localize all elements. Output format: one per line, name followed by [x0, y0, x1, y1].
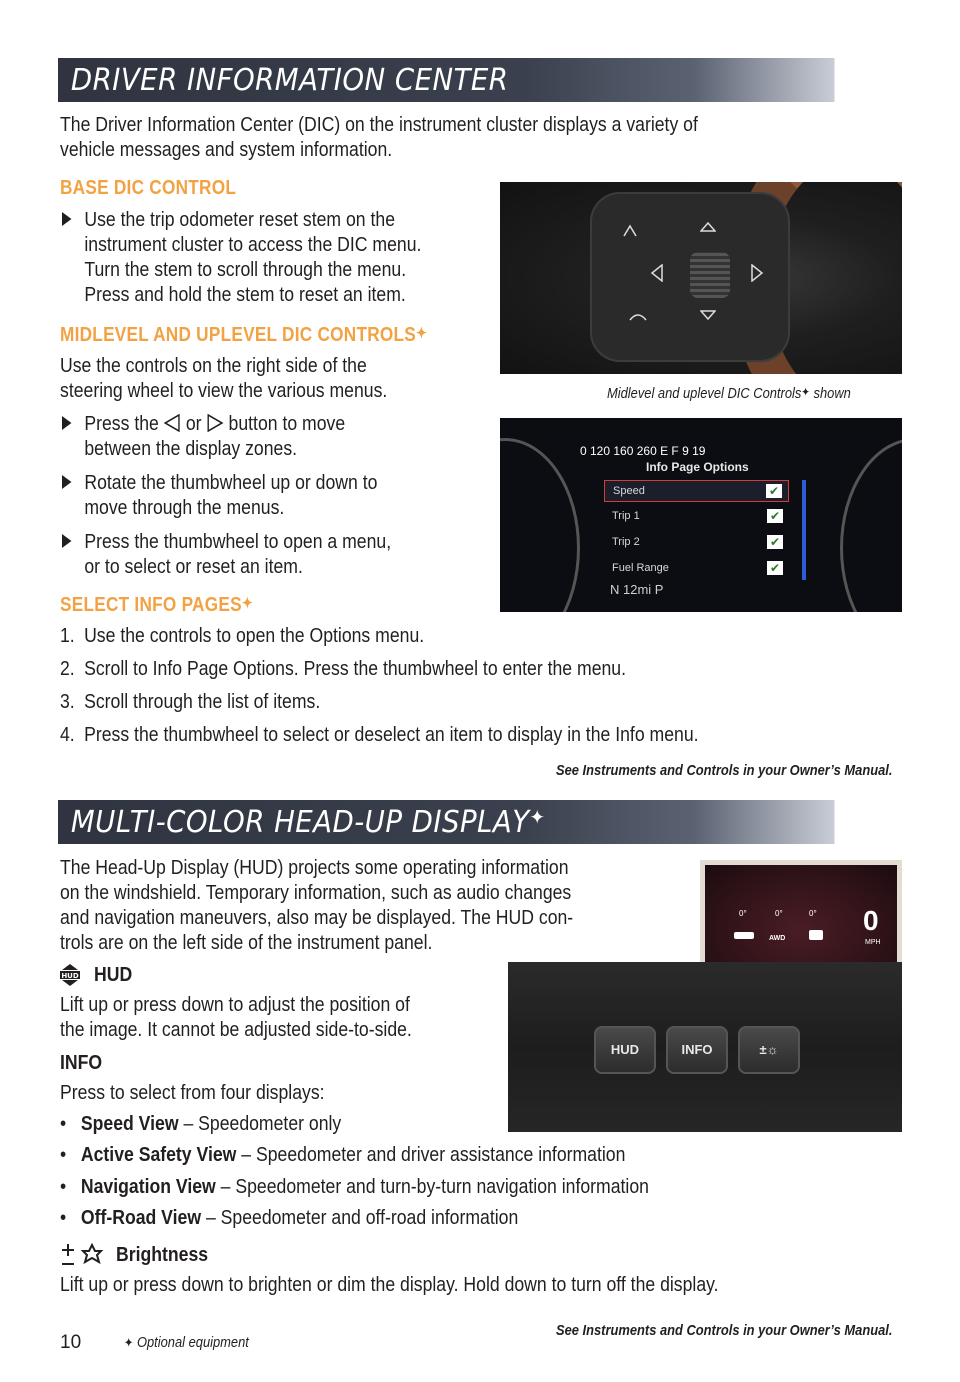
base-bullet-line: Press and hold the stem to reset an item.	[84, 283, 406, 306]
right-gauge	[840, 438, 902, 612]
brightness-button: ±☼	[738, 1026, 800, 1074]
hud-manual-reference: See Instruments and Controls in your Owner’s Manual.	[556, 1322, 893, 1339]
hud-icon	[60, 964, 80, 986]
hud-control-panel-photo	[508, 962, 902, 1132]
left-gauge	[500, 438, 580, 612]
midlevel-bullet-1: Press the or button to move between the display zones.	[62, 411, 475, 461]
dic-intro-line-1: The Driver Information Center (DIC) on the instrument cluster displays a variety of	[60, 113, 698, 136]
hud-speed-unit: MPH	[865, 939, 881, 946]
info-button: INFO	[666, 1026, 728, 1074]
optional-star-icon: ✦	[416, 325, 428, 342]
left-arrow-icon	[164, 414, 181, 432]
optional-star-icon: ✦	[801, 385, 810, 399]
hud-view-item: • Off-Road View – Speedometer and off-road information	[60, 1206, 519, 1229]
thumbwheel	[690, 252, 730, 298]
up-arrow-icon	[700, 222, 716, 232]
brightness-heading: Brightness	[116, 1243, 209, 1266]
optional-star-icon: ✦	[529, 805, 546, 829]
dic-controls-caption: Midlevel and uplevel DIC Controls✦ shown	[607, 385, 851, 402]
cluster-menu-item: Fuel Range ✔	[604, 558, 789, 580]
bullet-arrow-icon	[62, 212, 71, 226]
roll-vehicle-icon	[805, 929, 827, 941]
base-bullet-line: instrument cluster to access the DIC menu.	[84, 233, 422, 256]
dic-banner-title: DRIVER INFORMATION CENTER	[70, 63, 509, 98]
base-dic-bullet	[62, 207, 475, 307]
hud-speed: 0	[863, 905, 879, 936]
check-icon: ✔	[767, 535, 783, 549]
end-call-icon	[628, 310, 648, 324]
hud-view-item: • Speed View – Speedometer only	[60, 1112, 342, 1135]
cluster-menu-item: Trip 2 ✔	[604, 532, 789, 554]
down-arrow-icon	[700, 310, 716, 320]
left-arrow-icon	[650, 264, 664, 282]
dic-section-banner	[58, 58, 834, 102]
optional-star-icon: ✦	[124, 1335, 134, 1350]
cluster-menu-title: Info Page Options	[646, 460, 749, 474]
right-arrow-icon	[206, 414, 223, 432]
check-icon: ✔	[767, 509, 783, 523]
hud-view-item: • Navigation View – Speedometer and turn-by-turn navigation information	[60, 1175, 649, 1198]
hud-banner-title: MULTI-COLOR HEAD-UP DISPLAY	[70, 805, 530, 840]
page-number: 10	[60, 1332, 82, 1353]
brightness-icon	[60, 1242, 106, 1268]
cluster-menu-item: Trip 1 ✔	[604, 506, 789, 528]
bullet-arrow-icon	[62, 475, 71, 489]
check-icon: ✔	[767, 561, 783, 575]
instrument-cluster-photo	[500, 418, 902, 612]
midlevel-dic-body: Use the controls on the right side of the steering wheel to view the various menus.	[60, 354, 388, 402]
hud-view-item: • Active Safety View – Speedometer and driver assistance information	[60, 1143, 626, 1166]
cluster-scroll-bar	[802, 480, 806, 580]
optional-equipment-legend: ✦ Optional equipment	[124, 1334, 249, 1351]
brightness-body: Lift up or press down to brighten or dim the display. Hold down to turn off the display.	[60, 1273, 719, 1296]
cluster-menu-item: Speed ✔	[604, 480, 789, 502]
hud-button: HUD	[594, 1026, 656, 1074]
cluster-top-readout: 0 120 160 260 E F 9 19	[580, 444, 706, 458]
pitch-vehicle-icon	[733, 929, 755, 941]
bullet-arrow-icon	[62, 416, 71, 430]
base-dic-heading: BASE DIC CONTROL	[60, 177, 237, 199]
midlevel-bullet-2: Rotate the thumbwheel up or down to move through the menus.	[62, 470, 475, 520]
dic-intro	[60, 112, 698, 162]
hud-intro: The Head-Up Display (HUD) projects some operating information on the windshield. Temporary information, such as audio changes and navigation maneuvers, also may be displayed. The HUD con- trols are on the left side of the instrument panel.	[60, 856, 574, 954]
check-icon: ✔	[766, 484, 782, 498]
select-info-pages-heading: SELECT INFO PAGES✦	[60, 594, 253, 616]
steering-wheel-controls-photo	[500, 182, 902, 374]
hud-control-heading: HUD	[94, 963, 133, 986]
cluster-menu	[604, 476, 794, 586]
cluster-bottom-readout: N 12mi P	[610, 582, 664, 597]
info-control-body: Press to select from four displays:	[60, 1081, 325, 1104]
midlevel-dic-heading: MIDLEVEL AND UPLEVEL DIC CONTROLS✦	[60, 324, 428, 346]
dic-manual-reference: See Instruments and Controls in your Owner’s Manual.	[556, 762, 893, 779]
base-bullet-line: Turn the stem to scroll through the menu.	[84, 258, 407, 281]
info-control-heading: INFO	[60, 1051, 103, 1074]
dic-intro-line-2: vehicle messages and system information.	[60, 138, 393, 161]
svg-text:HUD: HUD	[61, 972, 79, 980]
hud-control-body: Lift up or press down to adjust the position of the image. It cannot be adjusted side-to-side.	[60, 993, 412, 1041]
midlevel-bullet-3: Press the thumbwheel to open a menu, or to select or reset an item.	[62, 529, 475, 579]
bullet-arrow-icon	[62, 534, 71, 548]
hud-section-banner	[58, 800, 834, 844]
voice-icon	[620, 222, 640, 242]
right-arrow-icon	[750, 264, 764, 282]
optional-star-icon: ✦	[241, 595, 253, 612]
base-bullet-line: Use the trip odometer reset stem on the	[84, 208, 395, 231]
hud-screen: 0° 0° 0° AWD 0 MPH	[705, 865, 897, 995]
